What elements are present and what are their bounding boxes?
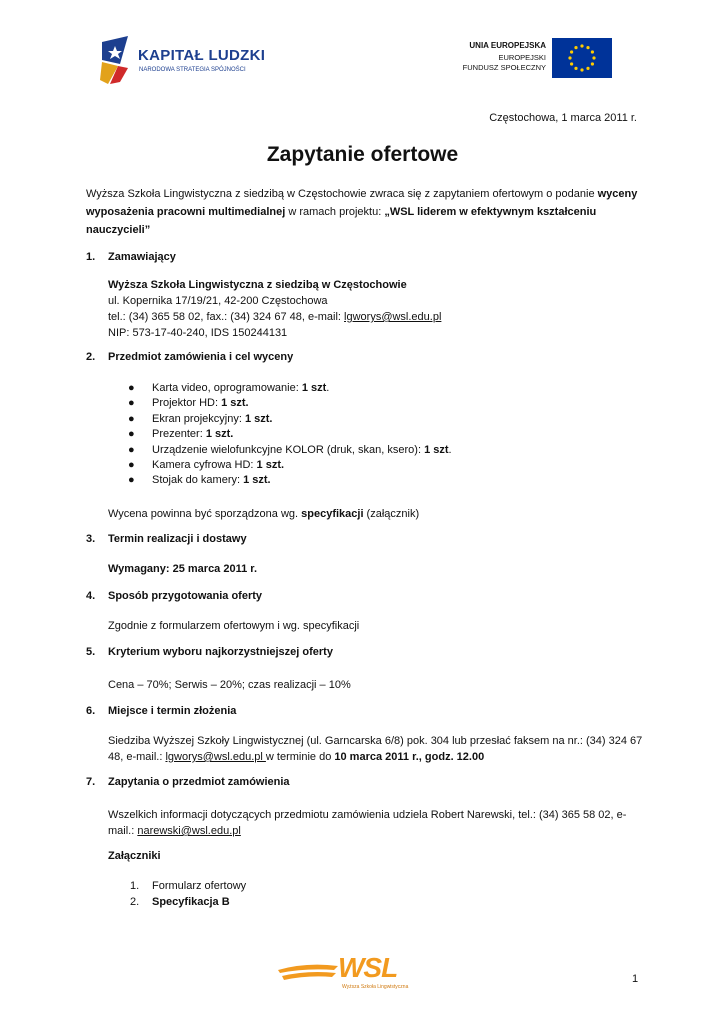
section-4-number: 4. — [86, 590, 96, 602]
eu-line1: UNIA EUROPEJSKA — [469, 41, 546, 50]
section-1-title: Zamawiający — [108, 251, 176, 263]
item-text: Stojak do kamery: — [152, 474, 244, 487]
list-item — [128, 473, 452, 488]
section-2-title: Przedmiot zamówienia i cel wyceny — [108, 351, 294, 363]
valuation-note — [108, 506, 419, 522]
orderer-email-link[interactable]: lgworys@wsl.edu.pl — [344, 311, 442, 323]
deadline: 10 marca 2011 r., godz. 12.00 — [334, 751, 485, 763]
wsl-logo-text: WSL — [338, 952, 398, 983]
list-item — [128, 443, 452, 458]
item-text: Ekran projekcyjny: — [152, 412, 245, 425]
note-bold: specyfikacji — [301, 508, 364, 520]
bullet-icon: ● — [128, 428, 135, 441]
orderer-address: ul. Kopernika 17/19/21, 42-200 Częstochowa — [108, 295, 328, 307]
date-line: Częstochowa, 1 marca 2011 r. — [489, 112, 637, 124]
list-item — [128, 381, 452, 396]
item-qty: 1 szt. — [244, 412, 273, 425]
section-5-title: Kryterium wyboru najkorzystniejszej oferty — [108, 646, 333, 658]
eu-logo — [452, 32, 624, 82]
bullet-icon: ● — [128, 397, 135, 410]
kapital-ludzki-subtitle: NARODOWA STRATEGIA SPÓJNOŚCI — [139, 67, 246, 73]
item-text: Karta video, oprogramowanie: — [152, 382, 302, 394]
attachment-number: 1. — [130, 880, 140, 892]
intro-bold-2: „WSL liderem w efektywnym kształceniu nauczycieli” — [86, 206, 597, 236]
section-2-number: 2. — [86, 351, 96, 363]
items-list — [128, 381, 452, 489]
list-item — [128, 427, 452, 442]
kapital-ludzki-emblem-icon — [98, 34, 132, 86]
attachments-title: Załączniki — [108, 850, 161, 862]
orderer-tel: tel.: (34) 365 58 02, fax.: (34) 324 67 48, e-mail: — [108, 311, 345, 323]
section-6-number: 6. — [86, 705, 96, 717]
intro-text-1: Wyższa Szkoła Lingwistyczna z siedzibą w Częstochowie zwraca się z zapytaniem ofertowym o podanie — [86, 188, 598, 200]
bullet-icon: ● — [128, 474, 135, 487]
eu-flag-icon — [552, 38, 612, 78]
eu-line3: FUNDUSZ SPOŁECZNY — [462, 63, 546, 72]
section-4-title: Sposób przygotowania oferty — [108, 590, 263, 602]
bullet-icon: ● — [128, 412, 135, 425]
section-5-text: Cena – 70%; Serwis – 20%; czas realizacji – 10% — [108, 679, 351, 691]
item-qty: 1 szt — [424, 443, 449, 456]
item-qty: 1 szt. — [205, 428, 234, 441]
list-item — [130, 895, 246, 911]
list-item — [128, 458, 452, 473]
intro-text-2: w ramach projektu: — [285, 206, 385, 218]
section-6-title: Miejsce i termin złożenia — [108, 705, 237, 717]
attachment-name: Formularz ofertowy — [152, 880, 247, 892]
note-text-2: (załącznik) — [363, 508, 420, 520]
item-tail: . — [326, 382, 330, 394]
item-text: Projektor HD: — [152, 397, 222, 410]
attachment-name: Specyfikacja B — [152, 895, 230, 908]
section-3-title: Termin realizacji i dostawy — [108, 533, 247, 545]
note-text-1: Wycena powinna być sporządzona wg. — [108, 508, 302, 520]
section-4-text: Zgodnie z formularzem ofertowym i wg. specyfikacji — [108, 620, 360, 632]
section-3-number: 3. — [86, 533, 96, 545]
bullet-icon: ● — [128, 459, 135, 472]
item-qty: 1 szt. — [243, 474, 271, 487]
section-7-text — [108, 807, 648, 839]
list-item — [128, 412, 452, 427]
orderer-name: Wyższa Szkoła Lingwistyczna z siedzibą w Częstochowie — [108, 279, 407, 291]
section-6-text-2: w terminie do — [265, 751, 335, 763]
intro-bold-1: wyceny wyposażenia pracowni multimedialnej — [86, 188, 638, 218]
item-qty: 1 szt — [301, 382, 327, 394]
section-7-title: Zapytania o przedmiot zamówienia — [108, 776, 290, 788]
kapital-ludzki-title: KAPITAŁ LUDZKI — [138, 47, 266, 64]
item-text: Kamera cyfrowa HD: — [152, 459, 257, 472]
section-6-text — [108, 733, 648, 765]
item-text: Prezenter: — [152, 428, 206, 441]
item-qty: 1 szt. — [256, 459, 285, 472]
section-3-text: Wymagany: 25 marca 2011 r. — [108, 563, 258, 575]
attachment-number: 2. — [130, 895, 140, 908]
section-5-number: 5. — [86, 646, 96, 658]
attachments-list — [130, 879, 246, 910]
bullet-icon: ● — [128, 443, 135, 456]
section-7-text-1: Wszelkich informacji dotyczących przedmiotu zamówienia udziela Robert Narewski, tel.: (34) 365 58 02, e-mail.: — [108, 809, 627, 837]
item-tail: . — [448, 443, 452, 456]
wsl-logo-subtitle: Wyższa Szkoła Lingwistyczna — [342, 984, 409, 990]
eu-line2: EUROPEJSKI — [498, 53, 546, 62]
item-qty: 1 szt. — [221, 397, 249, 410]
orderer-nip: NIP: 573-17-40-240, IDS 150244131 — [108, 327, 288, 339]
contact-email-link[interactable]: narewski@wsl.edu.pl — [137, 825, 241, 837]
section-1-body — [108, 277, 648, 341]
list-item — [130, 879, 246, 895]
kapital-ludzki-logo — [98, 34, 268, 88]
page-title: Zapytanie ofertowe — [266, 143, 459, 166]
bullet-icon: ● — [128, 382, 135, 394]
section-1-number: 1. — [86, 251, 96, 263]
orderer-contact — [108, 309, 648, 325]
intro-paragraph — [86, 185, 646, 239]
section-7-number: 7. — [86, 776, 96, 788]
page-number: 1 — [632, 973, 639, 985]
wsl-logo — [276, 952, 424, 994]
section-6-text-1: Siedziba Wyższej Szkoły Lingwistycznej (ul. Garncarska 6/8) pok. 304 lub przesłać faksem na nr.: (34) 324 67 48, e-mail.: — [108, 735, 643, 763]
list-item — [128, 396, 452, 411]
item-text: Urządzenie wielofunkcyjne KOLOR (druk, skan, ksero): — [152, 443, 425, 456]
submission-email-link[interactable]: lgworys@wsl.edu.pl — [165, 751, 266, 763]
